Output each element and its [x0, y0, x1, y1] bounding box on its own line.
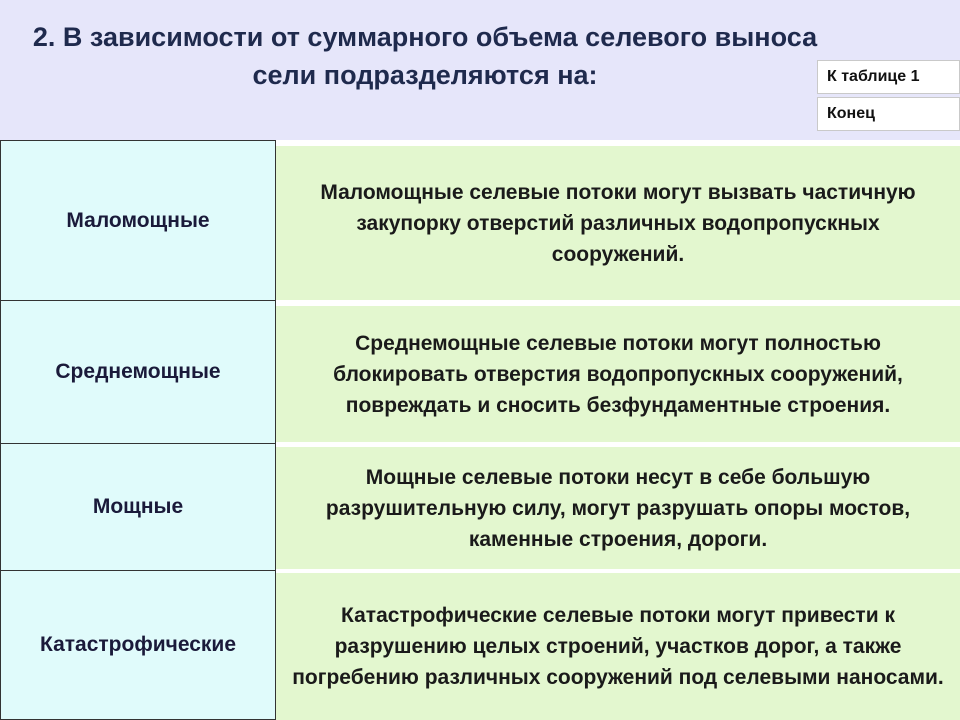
slide-title: 2. В зависимости от суммарного объема селевого выноса сели подразделяются на: — [32, 22, 818, 90]
to-table-1-button[interactable]: К таблице 1 — [817, 60, 960, 94]
category-cell-low: Маломощные — [0, 140, 276, 301]
category-cell-catastrophic: Катастрофические — [0, 570, 276, 720]
title-banner — [0, 0, 960, 140]
description-text: Маломощные селевые потоки могут вызвать частичную закупорку отверстий различных водопропускных сооружений. — [320, 180, 916, 266]
description-cell-low — [276, 146, 960, 300]
category-cell-medium: Среднемощные — [0, 300, 276, 444]
end-button[interactable]: Конец — [817, 97, 960, 131]
category-cell-powerful: Мощные — [0, 443, 276, 571]
description-text: Мощные селевые потоки несут в себе большую разрушительную силу, могут разрушать опоры мостов, каменные строения, дороги. — [325, 465, 911, 551]
description-cell-medium — [276, 306, 960, 442]
description-cell-powerful — [276, 447, 960, 569]
description-cell-catastrophic — [276, 573, 960, 720]
description-text: Среднемощные селевые потоки могут полностью блокировать отверстия водопропускных сооружений, повреждать и сносить безфундаментные строения. — [333, 331, 903, 417]
description-text: Катастрофические селевые потоки могут привести к разрушению целых строений, участков дорог, а также погребению различных сооружений под селевыми наносами. — [292, 604, 944, 689]
